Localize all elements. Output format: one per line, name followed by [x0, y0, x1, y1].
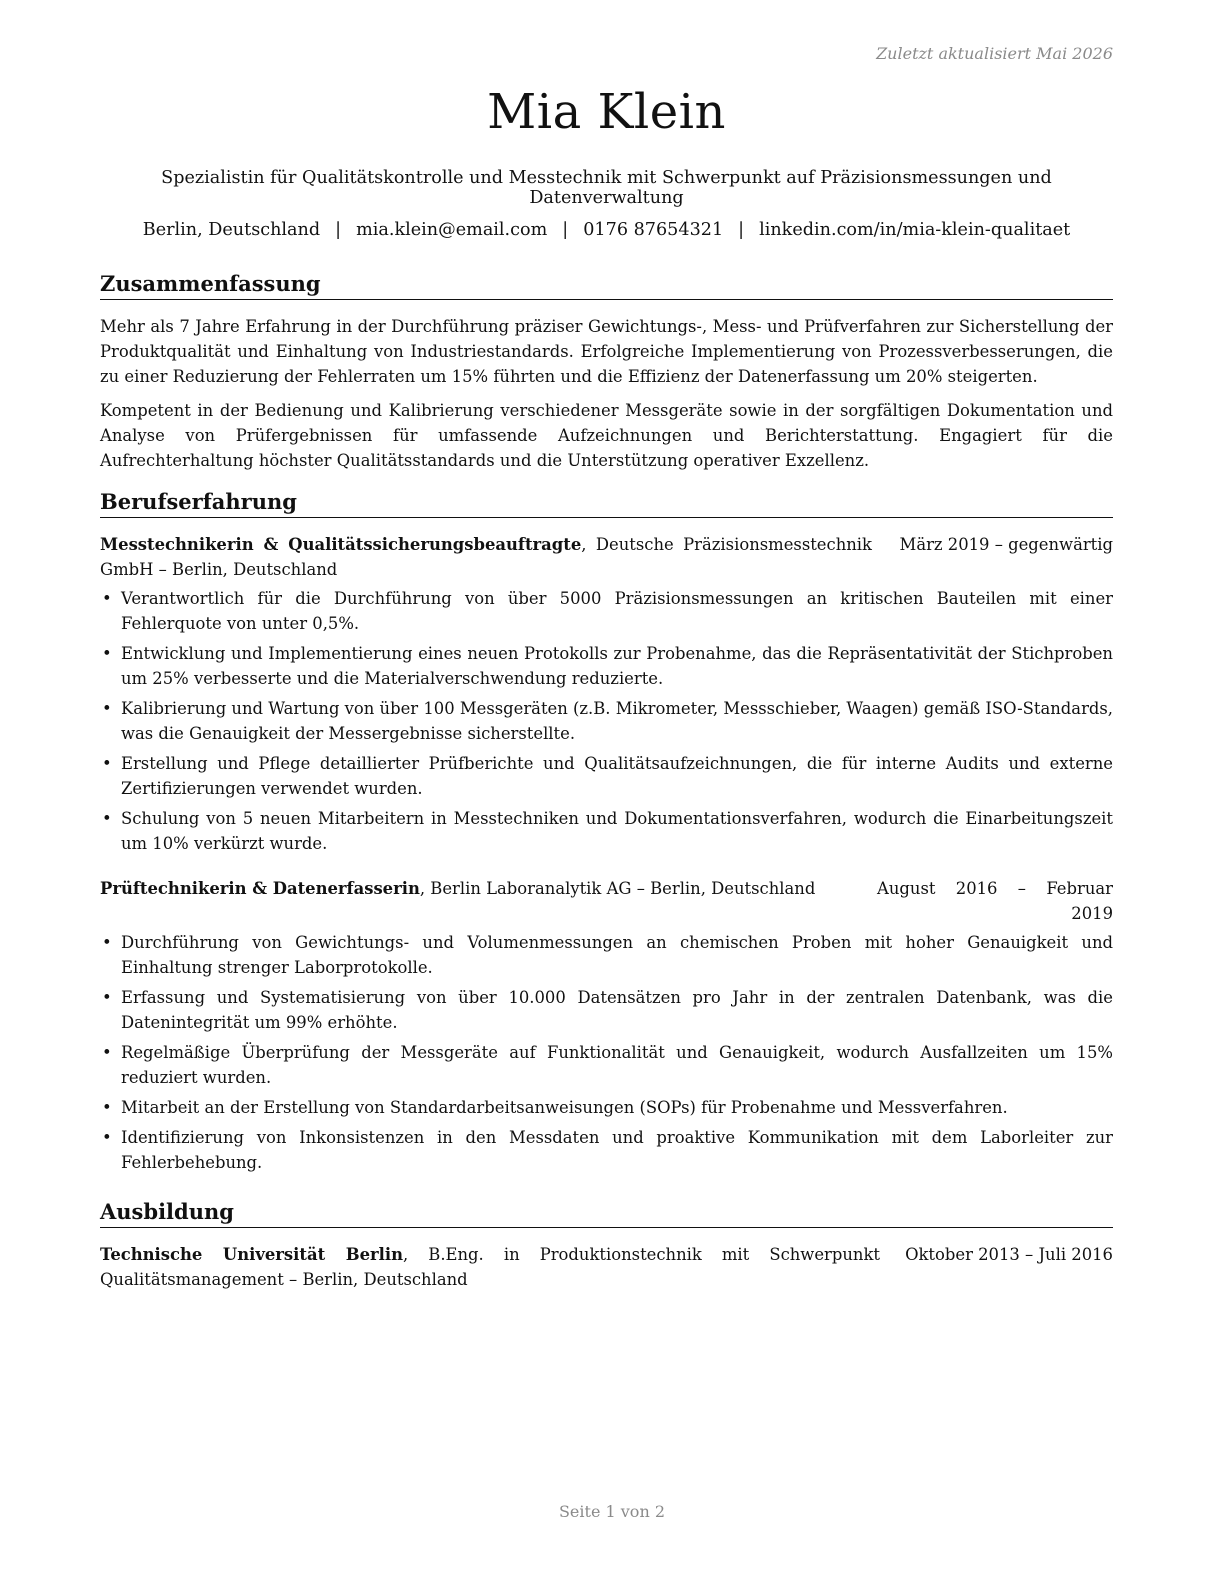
- education-degree: , B.Eng. in Produktionstechnik mit Schwerpunkt Qualitätsmanagement – Berlin, Deutschland: [100, 1245, 880, 1289]
- summary-paragraph: Mehr als 7 Jahre Erfahrung in der Durchführung präziser Gewichtungs-, Mess- und Prüfverfahren zur Sicherstellung der Produktqualität und Einhaltung von Industriestandards. Erfolgreiche Implementierung von Prozessverbesserungen, die zu einer Reduzierung der Fehlerraten um 15% führten und die Effizienz der Datenerfassung um 20% steigerten.: [100, 317, 1113, 386]
- list-item: [100, 641, 1113, 691]
- bullet-text: Entwicklung und Implementierung eines neuen Protokolls zur Probenahme, das die Repräsentativität der Stichproben um 25% verbesserte und die Materialverschwendung reduzierte.: [121, 644, 1113, 688]
- experience-section: [100, 488, 1113, 1180]
- job-header: [100, 532, 1113, 582]
- contact-location: Berlin, Deutschland: [142, 220, 321, 240]
- job-dates: März 2019 – gegenwärtig: [899, 535, 1113, 554]
- section-title-summary: Zusammenfassung: [100, 270, 1113, 300]
- job-entry: [100, 876, 1113, 1175]
- job-title-line: [100, 876, 860, 901]
- list-item: [100, 696, 1113, 746]
- summary-text: [100, 314, 1113, 473]
- section-title-education: Ausbildung: [100, 1198, 1113, 1228]
- list-item: [100, 1040, 1113, 1090]
- last-updated: Zuletzt aktualisiert Mai 2026: [876, 44, 1113, 63]
- contact-linkedin[interactable]: linkedin.com/in/mia-klein-qualitaet: [759, 220, 1071, 240]
- bullet-icon: •: [102, 1098, 112, 1117]
- bullet-text: Durchführung von Gewichtungs- und Volumenmessungen an chemischen Proben mit hoher Genauigkeit und Einhaltung strenger Laborprotokolle.: [121, 933, 1113, 977]
- bullet-icon: •: [102, 1128, 112, 1147]
- education-dates: Oktober 2013 – Juli 2016: [905, 1245, 1113, 1264]
- list-item: [100, 930, 1113, 980]
- bullet-icon: •: [102, 589, 112, 608]
- bullet-text: Erfassung und Systematisierung von über 10.000 Datensätzen pro Jahr in der zentralen Datenbank, was die Datenintegrität um 99% erhöhte.: [121, 988, 1113, 1032]
- list-item: [100, 586, 1113, 636]
- bullet-icon: •: [102, 754, 112, 773]
- bullet-text: Kalibrierung und Wartung von über 100 Messgeräten (z.B. Mikrometer, Messschieber, Waagen) gemäß ISO-Standards, was die Genauigkeit der Messergebnisse sicherstellte.: [121, 699, 1114, 743]
- job-bullets: [100, 930, 1113, 1175]
- bullet-icon: •: [102, 988, 112, 1007]
- headline: Spezialistin für Qualitätskontrolle und Messtechnik mit Schwerpunkt auf Präzisionsmessungen und Datenverwaltung: [161, 168, 1052, 208]
- job-bullets: [100, 586, 1113, 856]
- page-number: Seite 1 von 2: [558, 1502, 666, 1521]
- bullet-icon: •: [102, 644, 112, 663]
- job-entry: [100, 532, 1113, 856]
- bullet-text: Erstellung und Pflege detaillierter Prüfberichte und Qualitätsaufzeichnungen, die für interne Audits und externe Zertifizierungen verwendet wurden.: [121, 754, 1113, 798]
- job-role: Messtechnikerin & Qualitätssicherungsbeauftragte: [100, 535, 582, 554]
- summary-section: [100, 270, 1113, 473]
- contact-email[interactable]: mia.klein@email.com: [356, 220, 548, 240]
- job-title-line: [100, 532, 872, 582]
- job-organization: , Deutsche Präzisionsmesstechnik GmbH – Berlin, Deutschland: [100, 535, 872, 579]
- bullet-text: Identifizierung von Inkonsistenzen in den Messdaten und proaktive Kommunikation mit dem Laborleiter zur Fehlerbehebung.: [121, 1128, 1113, 1172]
- list-item: [100, 985, 1113, 1035]
- section-title-experience: Berufserfahrung: [100, 488, 1113, 518]
- education-title-line: [100, 1242, 880, 1292]
- bullet-icon: •: [102, 1043, 112, 1062]
- education-school: Technische Universität Berlin: [100, 1245, 403, 1264]
- bullet-text: Schulung von 5 neuen Mitarbeitern in Messtechniken und Dokumentationsverfahren, wodurch die Einarbeitungszeit um 10% verkürzt wurde.: [121, 809, 1113, 853]
- job-dates-text: August 2016 – Februar 2019: [877, 879, 1113, 923]
- contact-separator: |: [335, 220, 342, 240]
- job-organization: , Berlin Laboranalytik AG – Berlin, Deutschland: [419, 879, 816, 898]
- bullet-text: Verantwortlich für die Durchführung von über 5000 Präzisionsmessungen an kritischen Bauteilen mit einer Fehlerquote von unter 0,5%.: [121, 589, 1113, 633]
- job-header: [100, 876, 1113, 926]
- bullet-text: Mitarbeit an der Erstellung von Standardarbeitsanweisungen (SOPs) für Probenahme und Messverfahren.: [121, 1098, 1008, 1117]
- contact-line: [100, 220, 1113, 240]
- contact-separator: |: [562, 220, 569, 240]
- education-entry: [100, 1242, 1113, 1292]
- job-role: Prüftechnikerin & Datenerfasserin: [100, 879, 420, 898]
- list-item: [100, 1095, 1113, 1120]
- bullet-icon: •: [102, 699, 112, 718]
- list-item: [100, 806, 1113, 856]
- candidate-name: Mia Klein: [487, 84, 726, 140]
- resume-page: [100, 0, 1113, 1584]
- bullet-text: Regelmäßige Überprüfung der Messgeräte auf Funktionalität und Genauigkeit, wodurch Ausfallzeiten um 15% reduziert wurden.: [121, 1043, 1113, 1087]
- contact-separator: |: [738, 220, 745, 240]
- bullet-icon: •: [102, 933, 112, 952]
- list-item: [100, 1125, 1113, 1175]
- summary-paragraph: Kompetent in der Bedienung und Kalibrierung verschiedener Messgeräte sowie in der sorgfältigen Dokumentation und Analyse von Prüfergebnissen für umfassende Aufzeichnungen und Berichterstattung. Engagiert für die Aufrechterhaltung höchster Qualitätsstandards und die Unterstützung operativer Exzellenz.: [100, 401, 1113, 470]
- education-section: [100, 1198, 1113, 1292]
- job-dates: [877, 876, 1113, 926]
- list-item: [100, 751, 1113, 801]
- contact-phone: 0176 87654321: [583, 220, 724, 240]
- bullet-icon: •: [102, 809, 112, 828]
